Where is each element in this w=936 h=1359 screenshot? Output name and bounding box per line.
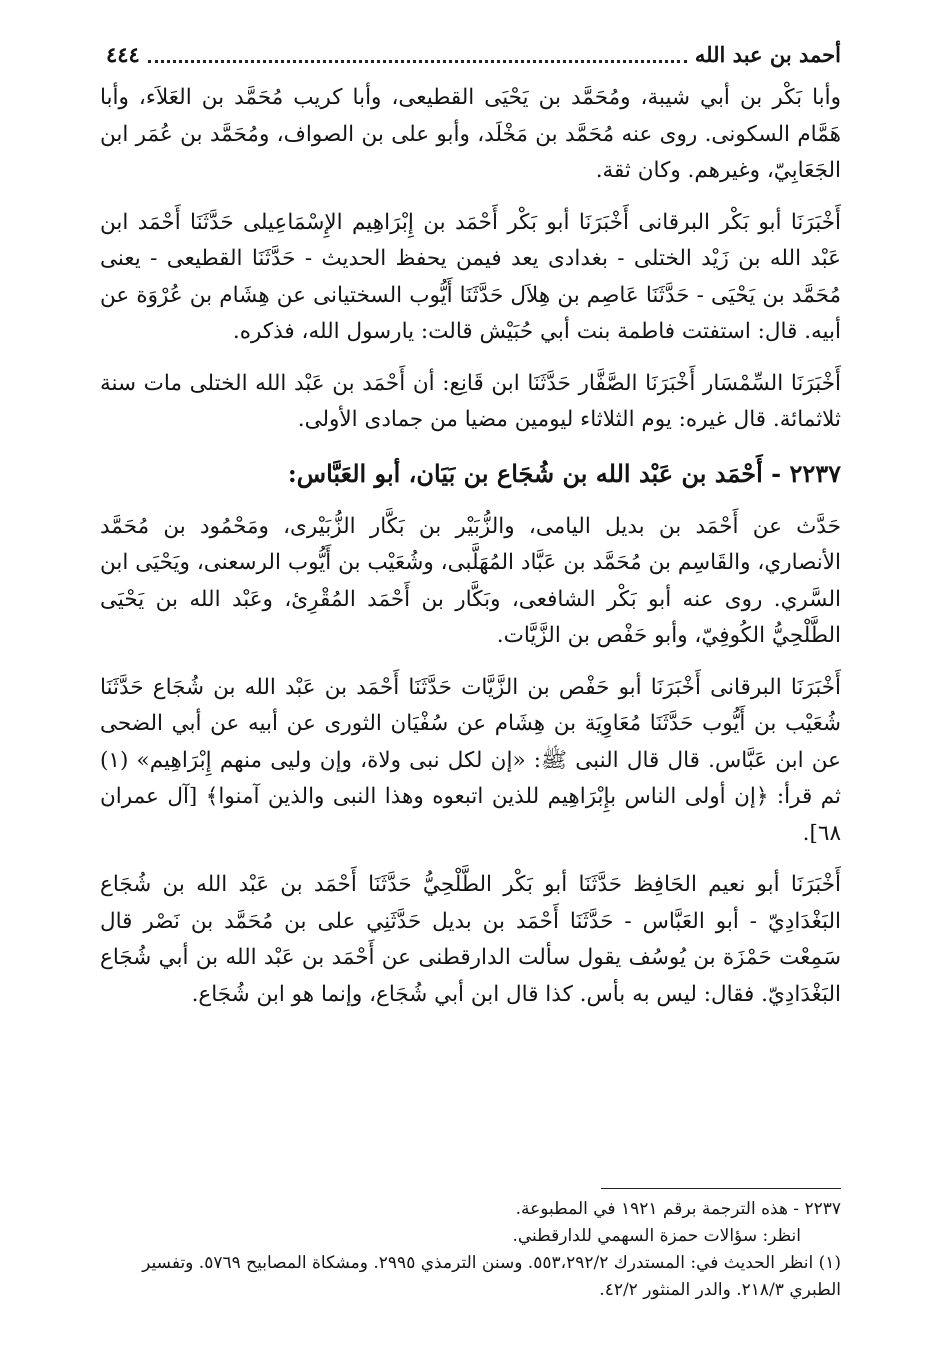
- header-dotted-leader: [148, 46, 687, 63]
- paragraph-6: أَخْبَرَنَا أبو نعيم الحَافِظ حَدَّثَنَا أبو بَكْر الطَّلْحِيُّ حَدَّثَنَا أَحْمَد بن عَبْد الله بن شُجَاع البَغْدَادِيّ - أبو العَبَّاس - حَدَّثَنَا أَحْمَد بن بديل حَدَّثَنِي على بن مُحَمَّد بن نَصْر قال سَمِعْت حَمْزَة بن يُوسُف يقول سألت الدارقطنى عن أَحْمَد بن عَبْد الله بن أبي شُجَاع البَغْدَادِيّ. فقال: ليس به بأس. كذا قال ابن أبي شُجَاع، وإنما هو ابن شُجَاع.: [100, 872, 841, 1007]
- footnote-entry-ref: ٢٢٣٧ - هذه الترجمة برقم ١٩٢١ في المطبوعة.: [515, 1199, 841, 1219]
- entry-heading: ٢٢٣٧ - أَحْمَد بن عَبْد الله بن شُجَاع بن بَيَان، أبو العَبَّاس:: [287, 458, 841, 488]
- page-header: [100, 38, 841, 70]
- paragraph-3: أَخْبَرَنَا السِّمْسَار أَخْبَرَنَا الصَّفَّار حَدَّثَنَا ابن قَانِع: أن أَحْمَد بن عَبْد الله الختلى مات سنة ثلاثمائة. قال غيره: يوم الثلاثاء ليومين مضيا من جمادى الأولى.: [100, 370, 841, 432]
- paragraph-5: أَخْبَرَنَا البرقانى أَخْبَرَنَا أبو حَفْص بن الزَّيَّات حَدَّثَنَا أَحْمَد بن عَبْد الله بن شُجَاع حَدَّثَنَا شُعَيْب بن أَيُّوب حَدَّثَنَا مُعَاوِيَة بن هِشَام عن سُفْيَان الثورى عن أبيه عن أبي الضحى عن ابن عَبَّاس. قال قال النبى ﷺ: «إن لكل نبى ولاة، وإن وليى منهم إِبْرَاهِيم» (١) ثم قرأ: ﴿إن أولى الناس بإِبْرَاهِيم للذين اتبعوه وهذا النبى والذين آمنوا﴾ [آل عمران ٦٨].: [100, 674, 841, 846]
- footnote-1: (١) انظر الحديث في: المستدرك ٥٥٣،٢٩٢/٢. وسنن الترمذي ٢٩٩٥. ومشكاة المصابيح ٥٧٦٩. وتفسير الطبري ٢١٨/٣. والدر المنثور ٤٢/٢.: [142, 1253, 841, 1300]
- paragraph-2: أَخْبَرَنَا أبو بَكْر البرقانى أَخْبَرَنَا أبو بَكْر أَحْمَد بن إِبْرَاهِيم الإِسْمَاعِيلى حَدَّثَنَا أَحْمَد ابن عَبْد الله بن زَيْد الختلى - بغدادى يعد فيمن يحفظ الحديث - حَدَّثَنَا القطيعى - يعنى مُحَمَّد بن يَحْيَى - حَدَّثَنَا عَاصِم بن هِلاَل حَدَّثَنَا أَيُّوب السختيانى عن هِشَام بن عُرْوَة عن أبيه. قال: استفتت فاطمة بنت أبي حُبَيْش قالت: يارسول الله، فذكره.: [100, 209, 841, 344]
- paragraph-1: وأبا بَكْر بن أبي شيبة، ومُحَمَّد بن يَحْيَى القطيعى، وأبا كريب مُحَمَّد بن العَلاَء، وأبا هَمَّام السكونى. روى عنه مُحَمَّد بن مَخْلَد، وأبو على بن الصواف، ومُحَمَّد بن عُمَر ابن الجَعَابِيّ، وغيرهم. وكان ثقة.: [100, 85, 841, 183]
- running-title: أحمد بن عبد الله: [694, 41, 841, 67]
- paragraph-4: حَدَّث عن أَحْمَد بن بديل اليامى، والزُّبَيْر بن بَكَّار الزُّبَيْرى، ومَحْمُود بن مُحَمَّد الأنصاري، والقَاسِم بن مُحَمَّد بن عَبَّاد المُهَلَّبى، وشُعَيْب بن أَيُّوب الرسعنى، ويَحْيَى ابن السَّري. روى عنه أبو بَكْر الشافعى، وبَكَّار بن أَحْمَد المُقْرِئ، وعَبْد الله بن يَحْيَى الطَّلْحِيُّ الكُوفِيّ، وأبو حَفْص بن الزَّيَّات.: [100, 513, 841, 648]
- main-text: [100, 80, 841, 1028]
- footnote-see-also: انظر: سؤالات حمزة السهمي للدارقطني.: [512, 1226, 801, 1246]
- footnote-separator: [601, 1188, 841, 1189]
- footnotes: [100, 1196, 841, 1304]
- page-number: ٤٤٤: [106, 41, 140, 67]
